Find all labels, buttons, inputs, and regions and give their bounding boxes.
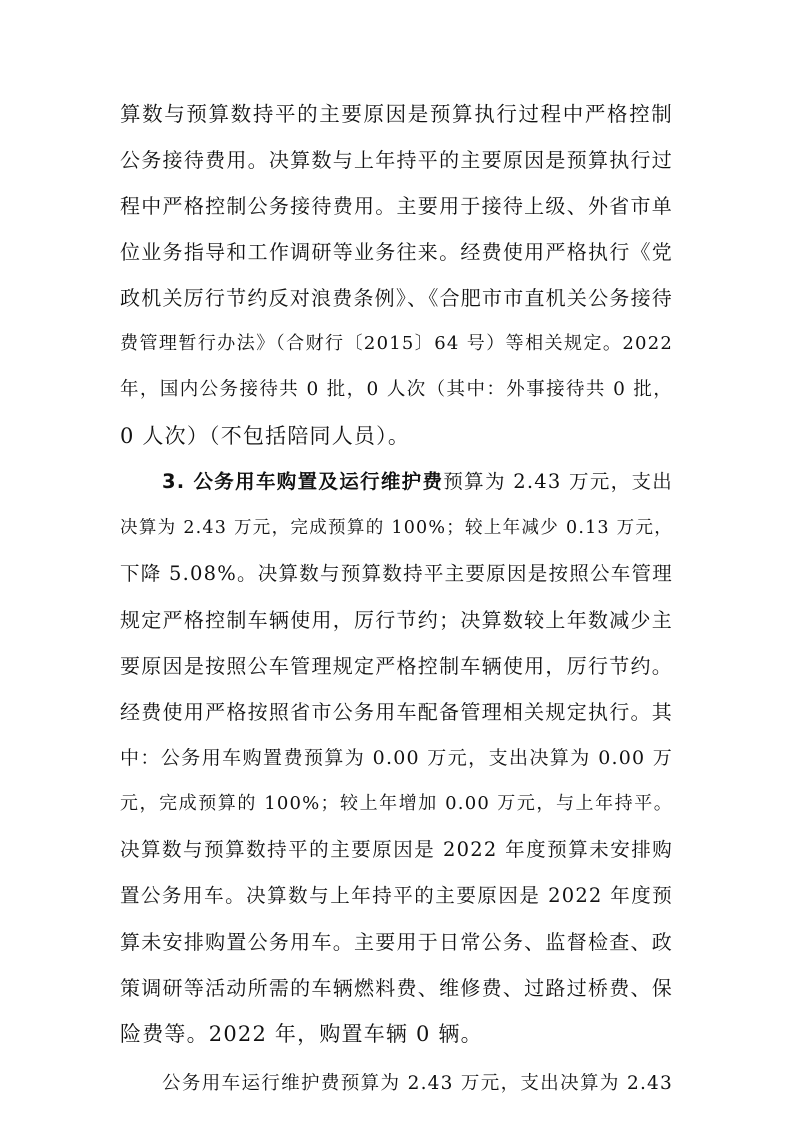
paragraph-line: 要原因是按照公车管理规定严格控制车辆使用，厉行节约。	[120, 654, 673, 678]
paragraph-line: 规定严格控制车辆使用，厉行节约；决算数较上年数减少主	[120, 608, 673, 632]
paragraph-line: 政机关厉行节约反对浪费条例》、《合肥市市直机关公务接待	[120, 286, 673, 310]
paragraph-line: 下降 5.08%。决算数与预算数持平主要原因是按照公车管理	[120, 562, 673, 585]
section-3-first-line-text: 预算为 2.43 万元，支出	[443, 470, 673, 493]
paragraph-line: 中：公务用车购置费预算为 0.00 万元，支出决算为 0.00 万	[120, 747, 673, 769]
paragraph-line: 策调研等活动所需的车辆燃料费、维修费、过路过桥费、保	[120, 976, 673, 1000]
paragraph-line: 决算数与预算数持平的主要原因是 2022 年度预算未安排购	[120, 838, 673, 861]
section-3-heading: 3. 公务用车购置及运行维护费	[162, 470, 444, 493]
paragraph-line: 公务用车运行维护费预算为 2.43 万元，支出决算为 2.43	[162, 1073, 673, 1094]
paragraph-line: 0 人次）（不包括陪同人员）。	[120, 424, 411, 448]
paragraph-line: 经费使用严格按照省市公务用车配备管理相关规定执行。其	[120, 700, 673, 724]
paragraph-line: 算未安排购置公务用车。主要用于日常公务、监督检查、政	[120, 930, 673, 954]
paragraph-line: 元，完成预算的 100%；较上年增加 0.00 万元，与上年持平。	[120, 793, 673, 814]
paragraph-line: 位业务指导和工作调研等业务往来。经费使用严格执行《党	[120, 240, 673, 264]
section-3-first-line	[162, 467, 673, 497]
paragraph-line: 算数与预算数持平的主要原因是预算执行过程中严格控制	[120, 102, 673, 126]
paragraph-line: 程中严格控制公务接待费用。主要用于接待上级、外省市单	[120, 194, 673, 218]
paragraph-line: 决算为 2.43 万元，完成预算的 100%；较上年减少 0.13 万元，	[120, 518, 673, 538]
paragraph-line: 年，国内公务接待共 0 批，0 人次（其中：外事接待共 0 批，	[120, 379, 673, 400]
paragraph-line: 险费等。2022 年，购置车辆 0 辆。	[120, 1022, 483, 1046]
paragraph-line: 费管理暂行办法》（合财行〔2015〕64 号）等相关规定。2022	[120, 333, 673, 354]
paragraph-line: 公务接待费用。决算数与上年持平的主要原因是预算执行过	[120, 148, 673, 172]
paragraph-line: 置公务用车。决算数与上年持平的主要原因是 2022 年度预	[120, 884, 673, 907]
